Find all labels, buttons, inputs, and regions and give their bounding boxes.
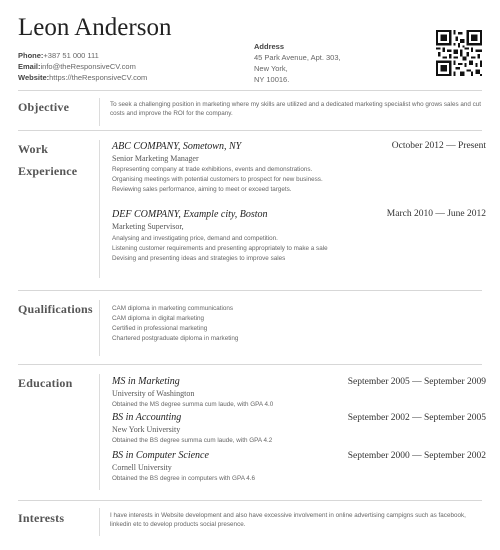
website-link[interactable]: https://theResponsiveCV.com — [49, 73, 148, 82]
section-rule — [99, 374, 100, 490]
job-date: March 2010 — June 2012 — [386, 209, 486, 219]
qr-code-icon — [436, 30, 482, 76]
list-item: Certified in professional marketing — [112, 325, 208, 332]
job-company: DEF COMPANY, Example city, Boston — [112, 209, 268, 220]
website-line: Website:https://theResponsiveCV.com — [18, 73, 148, 82]
address-line: 45 Park Avenue, Apt. 303, — [254, 53, 341, 62]
job-duties — [112, 234, 328, 264]
degree-title: BS in Accounting — [112, 412, 182, 423]
list-item: Chartered postgraduate diploma in marketing — [112, 335, 239, 342]
job-company: ABC COMPANY, Sometown, NY — [112, 141, 242, 152]
qualifications-list — [112, 304, 238, 344]
section-rule — [99, 508, 100, 536]
address-label: Address — [254, 42, 285, 51]
school-name: New York University — [112, 425, 181, 434]
list-item: CAM diploma in marketing communications — [112, 305, 234, 312]
resume-name: Leon Anderson — [18, 14, 172, 41]
divider — [18, 500, 482, 501]
list-item: Devising and presenting ideas and strategies to improve sales — [112, 255, 286, 262]
address-line: NY 10016. — [254, 75, 290, 84]
address-line: New York, — [254, 64, 288, 73]
list-item: CAM diploma in digital marketing — [112, 315, 205, 322]
degree-note: Obtained the MS degree summa cum laude, with GPA 4.0 — [112, 401, 274, 408]
school-name: University of Washington — [112, 389, 195, 398]
divider — [18, 90, 482, 91]
list-item: Reviewing sales performance, aiming to meet or exceed targets. — [112, 186, 292, 193]
list-item: Representing company at trade exhibitions, events and demonstrations. — [112, 166, 313, 173]
divider — [18, 290, 482, 291]
degree-note: Obtained the BS degree in computers with GPA 4.6 — [112, 475, 256, 482]
list-item: Analysing and investigating price, demand and competition. — [112, 235, 278, 242]
section-title-qualifications: Qualifications — [18, 302, 93, 316]
section-title-work: Work — [18, 142, 49, 156]
job-date: October 2012 — Present — [391, 141, 486, 151]
degree-date: September 2000 — September 2002 — [347, 451, 486, 461]
section-rule — [99, 300, 100, 356]
job-role: Marketing Supervisor, — [112, 222, 184, 231]
objective-text: To seek a challenging position in marketing where my skills are utilized and a dedicated marketing specialist who grows sales and cut costs and improve the ROI for the company. — [110, 101, 482, 118]
interests-text: I have interests in Website development and also have excessive involvement in online advertising campigns such as facebook, linkedin etc to develop products social presence. — [110, 512, 466, 529]
contact-block — [18, 50, 147, 83]
section-rule — [99, 140, 100, 278]
degree-note: Obtained the BS degree summa cum laude, with GPA 4.2 — [112, 437, 273, 444]
degree-date: September 2005 — September 2009 — [347, 377, 486, 387]
section-rule — [99, 98, 100, 126]
divider — [18, 130, 482, 131]
divider — [18, 364, 482, 365]
degree-date: September 2002 — September 2005 — [347, 413, 486, 423]
phone-value: +387 51 000 111 — [43, 51, 99, 60]
list-item: Listening customer requirements and presenting appropriately to make a sale — [112, 245, 328, 252]
section-title-objective: Objective — [18, 100, 70, 114]
email-line: Email:info@theResponsiveCV.com — [18, 62, 136, 71]
section-title-interests: Interests — [18, 511, 65, 525]
section-title-experience: Experience — [18, 164, 78, 178]
email-link[interactable]: info@theResponsiveCV.com — [40, 62, 136, 71]
list-item: Organising meetings with potential customers to prospect for new business. — [112, 176, 323, 183]
school-name: Cornell University — [112, 463, 172, 472]
degree-title: BS in Computer Science — [112, 450, 209, 461]
job-duties — [112, 165, 323, 195]
address-block — [254, 41, 341, 85]
phone-line: Phone:+387 51 000 111 — [18, 51, 99, 60]
degree-title: MS in Marketing — [112, 376, 180, 387]
section-title-education: Education — [18, 376, 73, 390]
job-role: Senior Marketing Manager — [112, 154, 199, 163]
